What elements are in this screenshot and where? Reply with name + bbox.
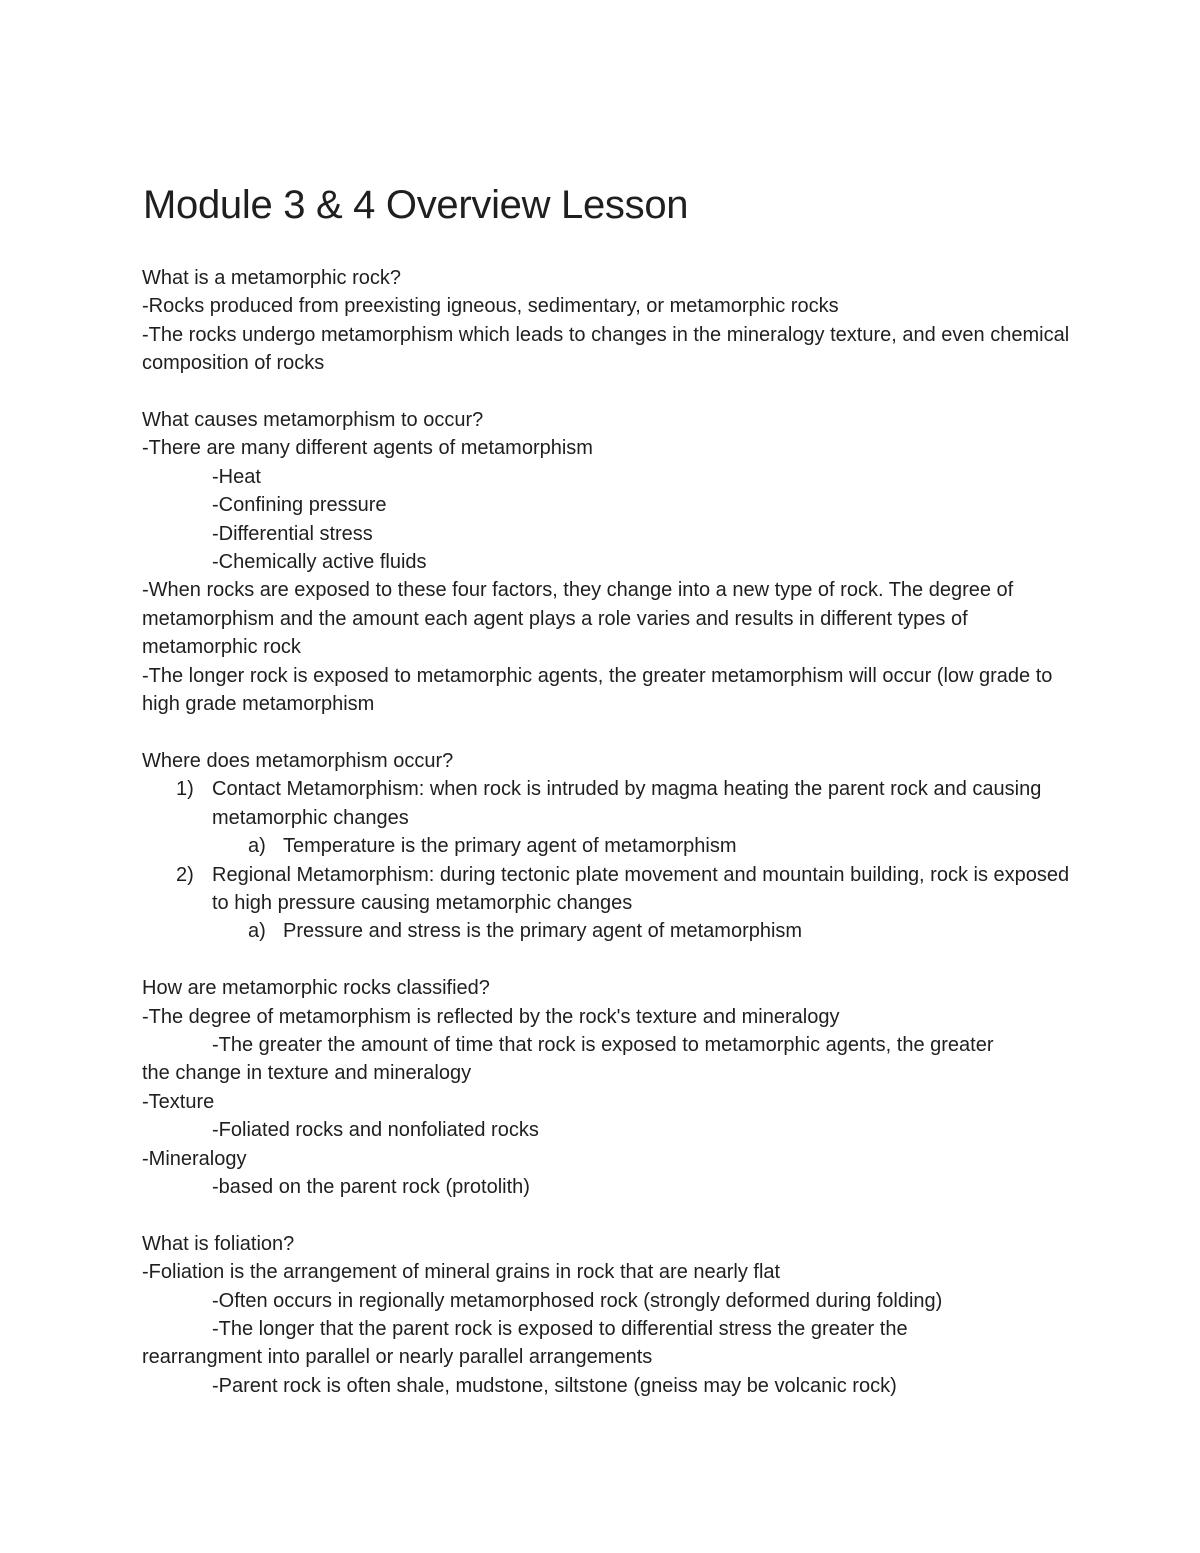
paragraph-line: -The longer rock is exposed to metamorphic agents, the greater metamorphism will occur (low grade to high grade metamorphism	[142, 664, 1053, 716]
spacer	[142, 378, 1072, 406]
heading-where: Where does metamorphism occur?	[142, 749, 454, 772]
paragraph-line: the change in texture and mineralogy	[142, 1062, 472, 1085]
list-item	[142, 775, 1072, 832]
sub-list-item	[142, 832, 1072, 860]
list-item	[142, 861, 1072, 918]
list-number: 1)	[176, 778, 194, 801]
document-body	[142, 264, 1072, 1400]
paragraph-line: -There are many different agents of metamorphism	[142, 437, 593, 460]
paragraph-line: -Foliation is the arrangement of mineral grains in rock that are nearly flat	[142, 1261, 781, 1284]
list-text: Temperature is the primary agent of metamorphism	[283, 835, 737, 858]
paragraph-line: -Mineralogy	[142, 1147, 247, 1170]
list-letter: a)	[248, 920, 266, 943]
paragraph-line: rearrangment into parallel or nearly parallel arrangements	[142, 1346, 653, 1369]
indented-line: -Often occurs in regionally metamorphosed rock (strongly deformed during folding)	[212, 1289, 943, 1312]
heading-metamorphic-rock: What is a metamorphic rock?	[142, 267, 401, 289]
heading-foliation: What is foliation?	[142, 1232, 295, 1255]
indented-line: -The greater the amount of time that rock is exposed to metamorphic agents, the greater	[212, 1033, 994, 1056]
list-text: Contact Metamorphism: when rock is intruded by magma heating the parent rock and causing metamorphic changes	[212, 778, 1042, 829]
heading-causes: What causes metamorphism to occur?	[142, 409, 484, 432]
agent-item: -Confining pressure	[212, 494, 387, 517]
paragraph-line: -When rocks are exposed to these four factors, they change into a new type of rock. The degree of metamorphism and the amount each agent plays a role varies and results in different types of metamorphic rock	[142, 579, 1014, 659]
list-text: Regional Metamorphism: during tectonic plate movement and mountain building, rock is exposed to high pressure causing metamorphic changes	[212, 863, 1070, 914]
paragraph-line: -Texture	[142, 1090, 215, 1113]
indented-line: -Parent rock is often shale, mudstone, siltstone (gneiss may be volcanic rock)	[212, 1374, 897, 1397]
indented-line: -The longer that the parent rock is exposed to differential stress the greater the	[212, 1317, 908, 1340]
spacer	[142, 718, 1072, 746]
agent-item: -Chemically active fluids	[212, 551, 427, 574]
agent-item: -Differential stress	[212, 522, 373, 545]
indented-line: -based on the parent rock (protolith)	[212, 1175, 530, 1198]
list-number: 2)	[176, 863, 194, 886]
list-text: Pressure and stress is the primary agent of metamorphism	[283, 920, 803, 943]
page-title: Module 3 & 4 Overview Lesson	[143, 183, 689, 227]
paragraph-line: -The rocks undergo metamorphism which leads to changes in the mineralogy texture, and even chemical composition of rocks	[142, 323, 1070, 375]
spacer	[142, 946, 1072, 974]
list-letter: a)	[248, 835, 266, 858]
heading-classified: How are metamorphic rocks classified?	[142, 977, 490, 1000]
agent-item: -Heat	[212, 465, 261, 488]
indented-line: -Foliated rocks and nonfoliated rocks	[212, 1119, 539, 1142]
paragraph-line: -The degree of metamorphism is reflected by the rock's texture and mineralogy	[142, 1005, 840, 1028]
spacer	[142, 1201, 1072, 1229]
paragraph-line: -Rocks produced from preexisting igneous, sedimentary, or metamorphic rocks	[142, 295, 839, 318]
sub-list-item	[142, 917, 1072, 945]
